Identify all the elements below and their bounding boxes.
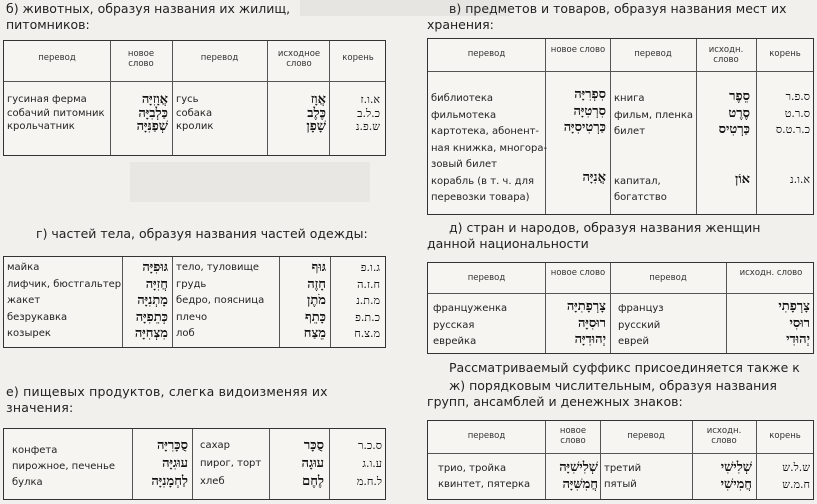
section-g-heading: г) частей тела, образуя названия частей одежды: — [36, 226, 368, 241]
header-new-word: новое слово — [127, 49, 155, 69]
header-source-word: исходн. слово — [706, 426, 742, 446]
col-new-word: גּוּפִיָּה חֲזִיָּה מָתְנִיָּה כְּתֵפִיָּה מִצְחִיָּה — [134, 260, 168, 341]
section-b-heading: б) животных, образуя названия их жилищ, питомников: — [6, 1, 291, 32]
col-source-word: שְׁלִישִׁי חֲמִישִׁי — [720, 460, 752, 492]
header-translation-2: перевод — [627, 431, 665, 441]
col-translation-1: гусиная ферма собачий питомник крольчатник — [7, 94, 105, 132]
section-v-heading: в) предметов и товаров, образуя названия мест их хранения: — [427, 1, 787, 32]
header-source-word: исходное слово — [277, 49, 321, 69]
col-root: ס.פ.ר ס.ר.ט כ.ר.ט.ס א.ו.נ — [775, 90, 810, 186]
header-source-word: исходн. слово — [739, 268, 803, 278]
table-numerals — [427, 420, 814, 500]
scan-bleed-mark — [130, 162, 370, 202]
col-translation-1: конфета пирожное, печенье булка — [12, 445, 116, 488]
header-translation-1: перевод — [467, 273, 506, 283]
col-source-word: סֻכָּר עוּגָה לֶחֶם — [301, 438, 324, 489]
header-new-word: новое слово — [550, 268, 606, 278]
col-root: ג.ו.פ ח.ז.ה מ.ת.נ כ.ת.פ מ.צ.ח — [354, 261, 380, 340]
table-food — [3, 428, 386, 500]
col-root: ס.כ.ר ע.ו.ג ל.ח.מ — [356, 439, 382, 488]
header-translation-2: перевод — [649, 273, 687, 283]
col-root: ש.ל.ש ח.מ.ש — [782, 461, 810, 491]
col-translation-1: трио, тройка квинтет, пятерка — [438, 463, 531, 490]
col-new-word: סִפְרִיָּה סִרְטִיָּה כַּרְטִיסִיָּה אֳנִיָּה — [563, 87, 606, 185]
col-new-word: אֲוָזִיָּה כַּלְבִיָּה שְׁפַנִּיָּה — [136, 92, 168, 134]
header-translation-1: перевод — [38, 53, 76, 63]
table-animals — [3, 40, 386, 156]
suffix-note: Рассматриваемый суффикс присоединяется также к — [449, 360, 800, 375]
col-source-word: צָרְפָתִי רוּסִי יְהוּדִי — [778, 299, 810, 347]
header-source-word: исходн. слово — [708, 45, 744, 65]
header-translation-1: перевод — [467, 431, 506, 441]
header-root: корень — [769, 431, 801, 441]
header-new-word: новое слово — [559, 426, 587, 446]
col-translation-1: майка лифчик, бюстгальтер жакет безрукавка козырек — [7, 262, 122, 339]
section-d-heading: д) стран и народов, образуя названия женщин данной национальности — [427, 220, 761, 251]
col-translation-2: сахар пирог, торт хлеб — [200, 440, 262, 487]
col-translation-1: француженка русская еврейка — [433, 303, 508, 347]
table-body-parts — [3, 256, 386, 348]
header-translation-2: перевод — [200, 53, 239, 63]
col-source-word: סֵפֶר סֶרֶט כַּרְטִיס אוֹן — [718, 89, 750, 187]
col-translation-2: француз русский еврей — [618, 303, 664, 347]
col-source-word: אֲוָז כֶּלֶב שָׁפָן — [306, 92, 326, 134]
col-source-word: גּוּף חָזֶה מֹתֶן כָּתֵף מֵצַח — [303, 260, 326, 341]
header-translation-1: перевод — [467, 49, 506, 59]
section-e-heading: е) пищевых продуктов, слегка видоизменяя их значения: — [6, 384, 328, 415]
col-translation-1: библиотека фильмотека картотека, абонент- ная книжка, многора- зовый билет корабль (в т. ч. для перевозки товара) — [431, 93, 548, 203]
col-new-word: שְׁלִישִׁיָּה חֲמִשִּׁיָּה — [559, 460, 598, 492]
col-translation-2: третий пятый — [604, 463, 642, 490]
header-root: корень — [342, 53, 374, 63]
col-new-word: צָרְפָתִיָּה רוּסִיָּה יְהוּדִיָּה — [566, 299, 606, 347]
col-translation-2: гусь собака кролик — [176, 94, 214, 132]
header-root: корень — [769, 49, 801, 59]
table-nationalities — [427, 262, 814, 354]
section-zh-heading: ж) порядковым числительным, образуя названия групп, ансамблей и денежных знаков: — [427, 378, 777, 409]
header-translation-2: перевод — [634, 49, 672, 59]
col-new-word: סֻכָּרִיָּה עוּגִיָּה לַחְמָנִיָּה — [151, 438, 188, 489]
col-root: א.ו.ז כ.ל.ב ש.פ.נ — [355, 93, 380, 133]
table-storage — [427, 38, 814, 215]
col-translation-2: тело, туловище грудь бедро, поясница плечо лоб — [176, 262, 265, 339]
scan-bleed-mark — [300, 0, 510, 16]
col-translation-2: книга фильм, пленка билет капитал, богатство — [614, 93, 694, 203]
header-new-word: новое слово — [550, 45, 606, 55]
